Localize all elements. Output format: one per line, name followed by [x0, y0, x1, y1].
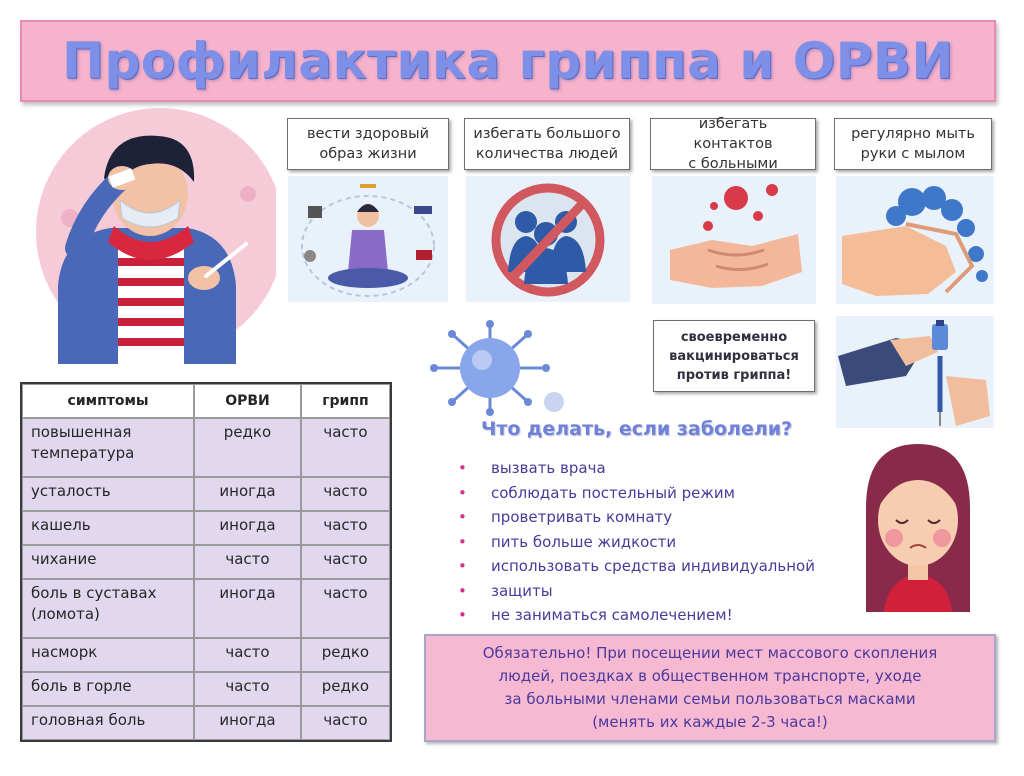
caption-line: избегать контактов — [693, 116, 773, 152]
handshake-germs-icon — [652, 176, 816, 304]
table-row — [22, 579, 390, 638]
table-row — [22, 418, 390, 477]
notice-line: за больными членами семьи пользоваться масками — [504, 690, 916, 708]
flu-cell: часто — [301, 545, 390, 579]
table-row — [22, 706, 390, 740]
orvi-cell: часто — [194, 545, 301, 579]
flu-cell: редко — [301, 672, 390, 706]
if-sick-title: Что делать, если заболели? — [481, 418, 793, 440]
list-item: • вызвать врача — [458, 456, 815, 481]
header-orvi: ОРВИ — [194, 384, 301, 418]
prevention-caption-lifestyle — [287, 118, 449, 170]
flu-cell: часто — [301, 418, 390, 477]
symptom-text: (ломота) — [31, 605, 100, 623]
list-item: • защиты — [458, 579, 815, 604]
flu-cell: часто — [301, 511, 390, 545]
meditation-lifestyle-icon — [288, 176, 448, 302]
orvi-cell: иногда — [194, 477, 301, 511]
no-crowd-icon — [466, 176, 630, 302]
table-row — [22, 545, 390, 579]
caption-line: руки с мылом — [860, 146, 966, 162]
orvi-cell: иногда — [194, 511, 301, 545]
list-item: • не заниматься самолечением! — [458, 603, 815, 628]
sick-girl-icon — [856, 438, 980, 612]
caption-line: избегать большого — [473, 126, 621, 142]
header-flu: грипп — [301, 384, 390, 418]
vaccination-line: против гриппа! — [676, 367, 792, 383]
caption-line: с больными — [688, 156, 778, 172]
caption-line: образ жизни — [319, 146, 417, 162]
table-header-row — [22, 384, 390, 418]
prevention-caption-handwash — [834, 118, 992, 170]
orvi-cell: иногда — [194, 579, 301, 638]
vaccination-line: вакцинироваться — [669, 348, 799, 364]
caption-line: количества людей — [475, 146, 619, 162]
table-row — [22, 638, 390, 672]
symptom-text: повышенная — [31, 423, 132, 441]
mask-notice — [424, 634, 996, 742]
symptom-text: боль в суставах — [31, 584, 157, 602]
symptom-cell: боль в горле — [22, 672, 194, 706]
orvi-cell: редко — [194, 418, 301, 477]
list-item: • соблюдать постельный режим — [458, 481, 815, 506]
hand-washing-icon — [836, 176, 994, 304]
symptom-cell: головная боль — [22, 706, 194, 740]
table-row — [22, 477, 390, 511]
list-item: • использовать средства индивидуальной — [458, 554, 815, 579]
symptom-cell: насморк — [22, 638, 194, 672]
symptom-cell: усталость — [22, 477, 194, 511]
vaccination-line: своевременно — [680, 329, 788, 345]
if-sick-list — [458, 456, 815, 628]
symptoms-table — [20, 382, 392, 742]
page-title: Профилактика гриппа и ОРВИ — [62, 32, 954, 90]
table-row — [22, 511, 390, 545]
list-item: • пить больше жидкости — [458, 530, 815, 555]
orvi-cell: часто — [194, 638, 301, 672]
sick-person-with-thermometer-icon — [18, 108, 276, 364]
symptom-cell: чихание — [22, 545, 194, 579]
notice-line: людей, поездках в общественном транспорте, уходе — [498, 667, 922, 685]
flu-cell: часто — [301, 706, 390, 740]
symptom-cell: кашель — [22, 511, 194, 545]
flu-cell: часто — [301, 579, 390, 638]
prevention-caption-crowds — [464, 118, 630, 170]
prevention-caption-contacts — [650, 118, 816, 170]
flu-cell: часто — [301, 477, 390, 511]
orvi-cell: иногда — [194, 706, 301, 740]
vaccination-caption — [653, 320, 815, 392]
symptom-cell — [22, 418, 194, 477]
caption-line: вести здоровый — [306, 126, 430, 142]
notice-line: Обязательно! При посещении мест массового скопления — [482, 644, 938, 662]
table-row — [22, 672, 390, 706]
virus-icon — [420, 320, 570, 416]
caption-line: регулярно мыть — [851, 126, 975, 142]
notice-line: (менять их каждые 2-3 часа!) — [592, 713, 828, 731]
symptom-text: температура — [31, 444, 135, 462]
header-symptoms: симптомы — [22, 384, 194, 418]
orvi-cell: часто — [194, 672, 301, 706]
list-item: • проветривать комнату — [458, 505, 815, 530]
symptom-cell — [22, 579, 194, 638]
syringe-vaccine-icon — [836, 316, 994, 428]
title-banner — [20, 20, 996, 102]
flu-cell: редко — [301, 638, 390, 672]
